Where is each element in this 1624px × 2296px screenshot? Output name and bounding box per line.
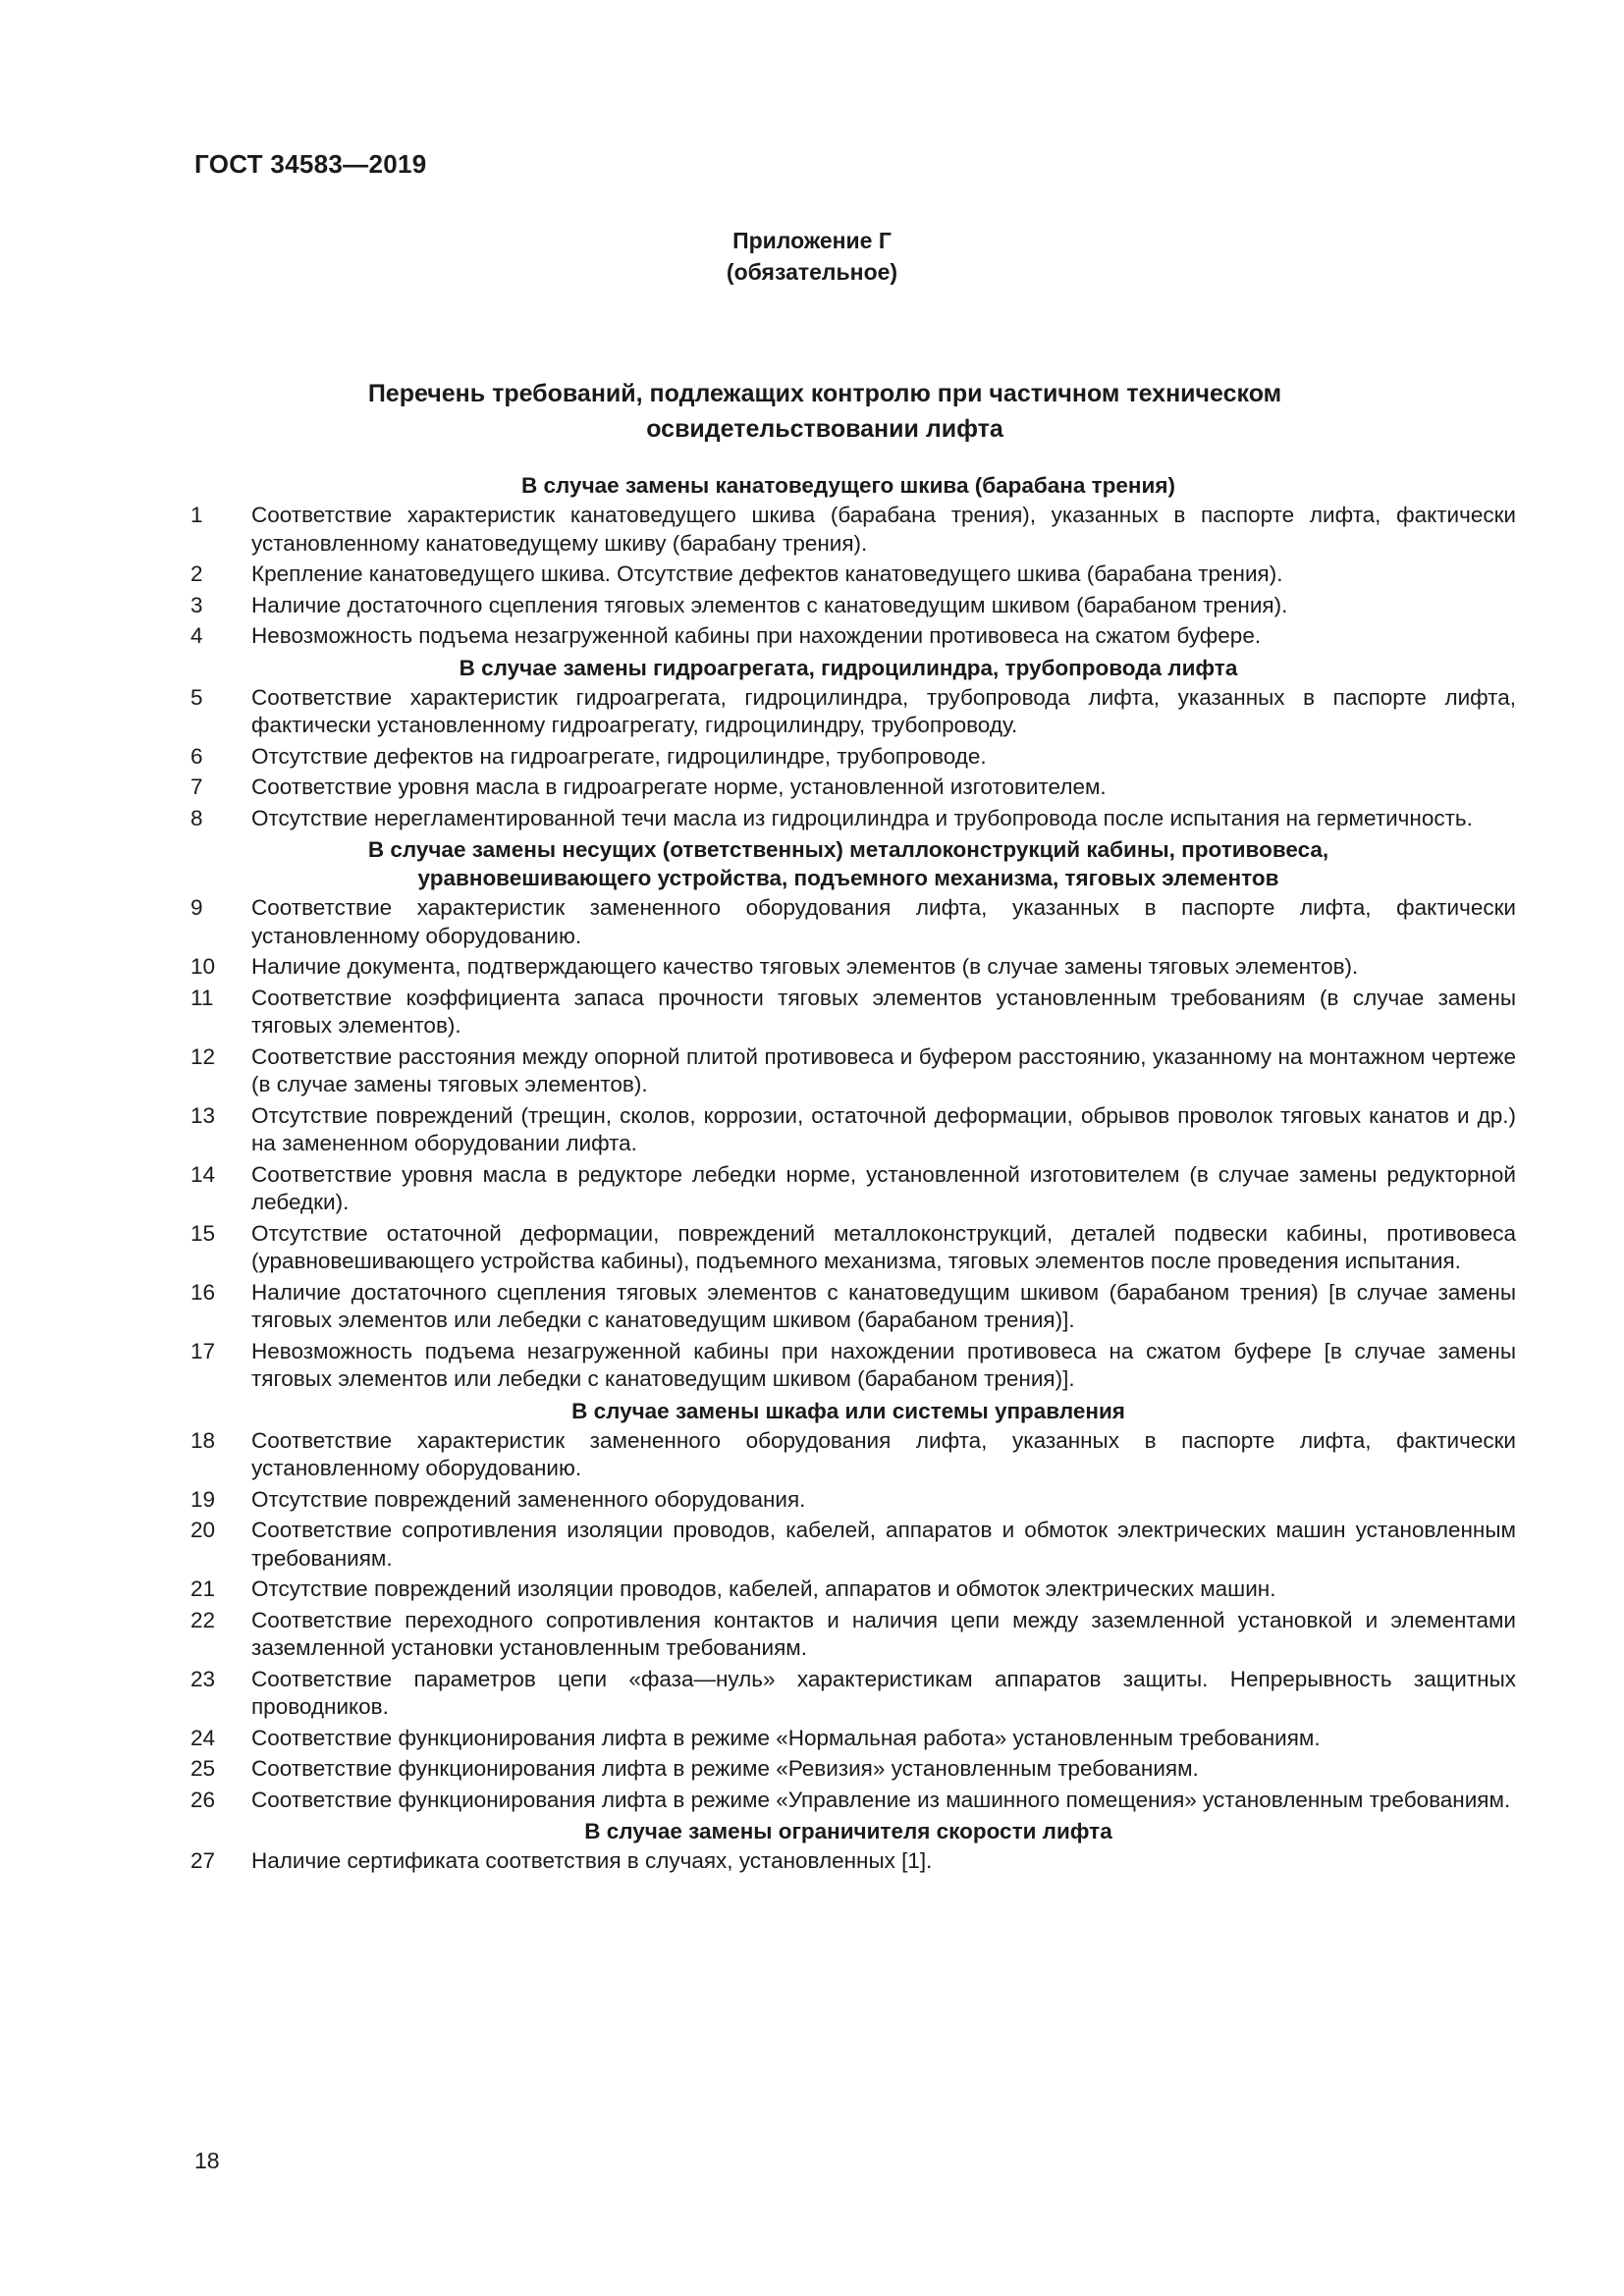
requirement-item [190,1220,1516,1276]
requirement-item [190,1725,1516,1753]
item-number: 8 [190,805,203,830]
item-text: Соответствие функционирования лифта в режиме «Нормальная работа» установленным требованиям. [251,1725,1321,1750]
item-number: 1 [190,503,203,527]
requirement-item [190,1787,1516,1815]
section-heading: В случае замены шкафа или системы управления [571,1398,1125,1423]
requirement-item [190,1427,1516,1483]
item-number: 12 [190,1043,216,1069]
requirement-item [190,1847,1516,1876]
item-number: 14 [190,1161,216,1187]
item-number: 13 [190,1102,216,1128]
requirement-item [190,1575,1516,1604]
requirement-item [190,1161,1516,1217]
page-number: 18 [194,2148,220,2173]
requirement-item [190,1043,1516,1099]
item-number: 23 [190,1666,216,1691]
item-text: Соответствие параметров цепи «фаза—нуль» характеристикам аппаратов защиты. Непрерывность защитных проводников. [251,1666,1516,1719]
item-number: 6 [190,743,203,769]
requirement-item [190,561,1516,589]
item-text: Соответствие характеристик канатоведущего шкива (барабана трения), указанных в паспорте лифта, фактически установленному канатоведущему шкиву (барабану трения). [251,503,1516,556]
appendix-status: (обязательное) [726,259,898,285]
item-number: 21 [190,1576,216,1601]
item-number: 19 [190,1486,216,1512]
requirement-item [190,1102,1516,1158]
section-heading: В случае замены несущих (ответственных) металлоконструкций кабины, противовеса, уравновешивающего устройства, подъемного механизма, тяговых элементов [367,837,1329,890]
item-text: Наличие сертификата соответствия в случаях, установленных [1]. [251,1848,933,1873]
item-number: 18 [190,1427,216,1453]
item-number: 15 [190,1220,216,1246]
item-text: Отсутствие повреждений (трещин, сколов, коррозии, остаточной деформации, обрывов проволок тяговых канатов и др.) на замененном оборудовании лифта. [251,1102,1516,1155]
item-text: Соответствие уровня масла в гидроагрегате норме, установленной изготовителем. [251,774,1107,799]
item-number: 4 [190,623,203,648]
item-text: Соответствие функционирования лифта в режиме «Ревизия» установленным требованиям. [251,1756,1199,1781]
requirement-item [190,1607,1516,1663]
item-text: Соответствие характеристик гидроагрегата, гидроцилиндра, трубопровода лифта, указанных в паспорте лифта, фактически установленному гидроагрегату, гидроцилиндру, трубопроводу. [251,684,1516,737]
item-number: 7 [190,774,203,799]
item-number: 26 [190,1787,216,1812]
requirement-item [190,953,1516,982]
item-number: 25 [190,1756,216,1781]
item-text: Наличие достаточного сцепления тяговых элементов с канатоведущим шкивом (барабаном трения) [в случае замены тяговых элементов или лебедки с канатоведущим шкивом (барабаном трения)]. [251,1279,1516,1332]
document-title [295,376,1355,447]
item-text: Наличие документа, подтверждающего качество тяговых элементов (в случае замены тяговых элементов). [251,954,1359,979]
requirement-item [190,1486,1516,1515]
item-text: Отсутствие нерегламентированной течи масла из гидроцилиндра и трубопровода после испытания на герметичность. [251,805,1473,830]
section-heading: В случае замены гидроагрегата, гидроцилиндра, трубопровода лифта [459,655,1238,680]
item-text: Отсутствие остаточной деформации, повреждений металлоконструкций, деталей подвески кабины, противовеса (уравновешивающего устройства кабины), подъемного механизма, тяговых элементов после проведения испытания. [251,1220,1516,1273]
item-text: Соответствие коэффициента запаса прочности тяговых элементов установленным требованиям (в случае замены тяговых элементов). [251,985,1516,1038]
item-text: Отсутствие повреждений изоляции проводов, кабелей, аппаратов и обмоток электрических машин. [251,1576,1276,1601]
item-number: 17 [190,1338,216,1363]
requirements-list [190,471,1516,1879]
item-text: Соответствие сопротивления изоляции проводов, кабелей, аппаратов и обмоток электрических машин установленным требованиям. [251,1518,1516,1571]
requirement-item [190,805,1516,833]
item-number: 24 [190,1725,216,1750]
requirement-item [190,1279,1516,1335]
requirement-item [190,774,1516,802]
item-text: Крепление канатоведущего шкива. Отсутствие дефектов канатоведущего шкива (барабана трения). [251,561,1283,586]
requirement-item [190,894,1516,950]
item-number: 16 [190,1279,216,1305]
item-number: 11 [190,985,214,1010]
item-text: Соответствие уровня масла в редукторе лебедки норме, установленной изготовителем (в случае замены редукторной лебедки). [251,1161,1516,1214]
requirement-item [190,1666,1516,1722]
requirement-item [190,592,1516,620]
item-number: 10 [190,954,216,979]
item-number: 5 [190,684,203,710]
item-text: Соответствие характеристик замененного оборудования лифта, указанных в паспорте лифта, фактически установленному оборудованию. [251,1427,1516,1480]
item-text: Соответствие функционирования лифта в режиме «Управление из машинного помещения» установленным требованиям. [251,1787,1511,1812]
item-text: Соответствие расстояния между опорной плитой противовеса и буфером расстоянию, указанному на монтажном чертеже (в случае замены тяговых элементов). [251,1043,1516,1096]
requirement-item [190,743,1516,772]
requirement-item [190,502,1516,558]
item-text: Отсутствие дефектов на гидроагрегате, гидроцилиндре, трубопроводе. [251,743,987,769]
section-heading: В случае замены ограничителя скорости лифта [584,1819,1112,1843]
item-text: Отсутствие повреждений замененного оборудования. [251,1486,806,1512]
requirement-item [190,985,1516,1041]
document-title-line-1: Перечень требований, подлежащих контролю при частичном техническом [367,380,1282,407]
standard-code: ГОСТ 34583—2019 [194,149,427,179]
item-number: 2 [190,561,203,586]
document-title-line-2: освидетельствовании лифта [646,415,1003,443]
item-text: Невозможность подъема незагруженной кабины при нахождении противовеса на сжатом буфере [в случае замены тяговых элементов или лебедки с канатоведущим шкивом (барабаном трения)]. [251,1338,1516,1391]
item-number: 3 [190,592,203,617]
item-text: Наличие достаточного сцепления тяговых элементов с канатоведущим шкивом (барабаном трения). [251,592,1288,617]
item-number: 22 [190,1607,216,1632]
item-number: 27 [190,1848,216,1873]
item-number: 9 [190,895,203,920]
item-text: Соответствие переходного сопротивления контактов и наличия цепи между заземленной установкой и элементами заземленной установки установленным требованиям. [251,1607,1516,1660]
item-text: Соответствие характеристик замененного оборудования лифта, указанных в паспорте лифта, фактически установленному оборудованию. [251,895,1516,948]
requirement-item [190,622,1516,651]
item-text: Невозможность подъема незагруженной кабины при нахождении противовеса на сжатом буфере. [251,623,1262,648]
requirement-item [190,1755,1516,1784]
appendix-title: Приложение Г [732,228,892,253]
requirement-item [190,1517,1516,1573]
item-number: 20 [190,1518,216,1542]
section-heading: В случае замены канатоведущего шкива (барабана трения) [521,473,1175,498]
requirement-item [190,684,1516,740]
requirement-item [190,1338,1516,1394]
